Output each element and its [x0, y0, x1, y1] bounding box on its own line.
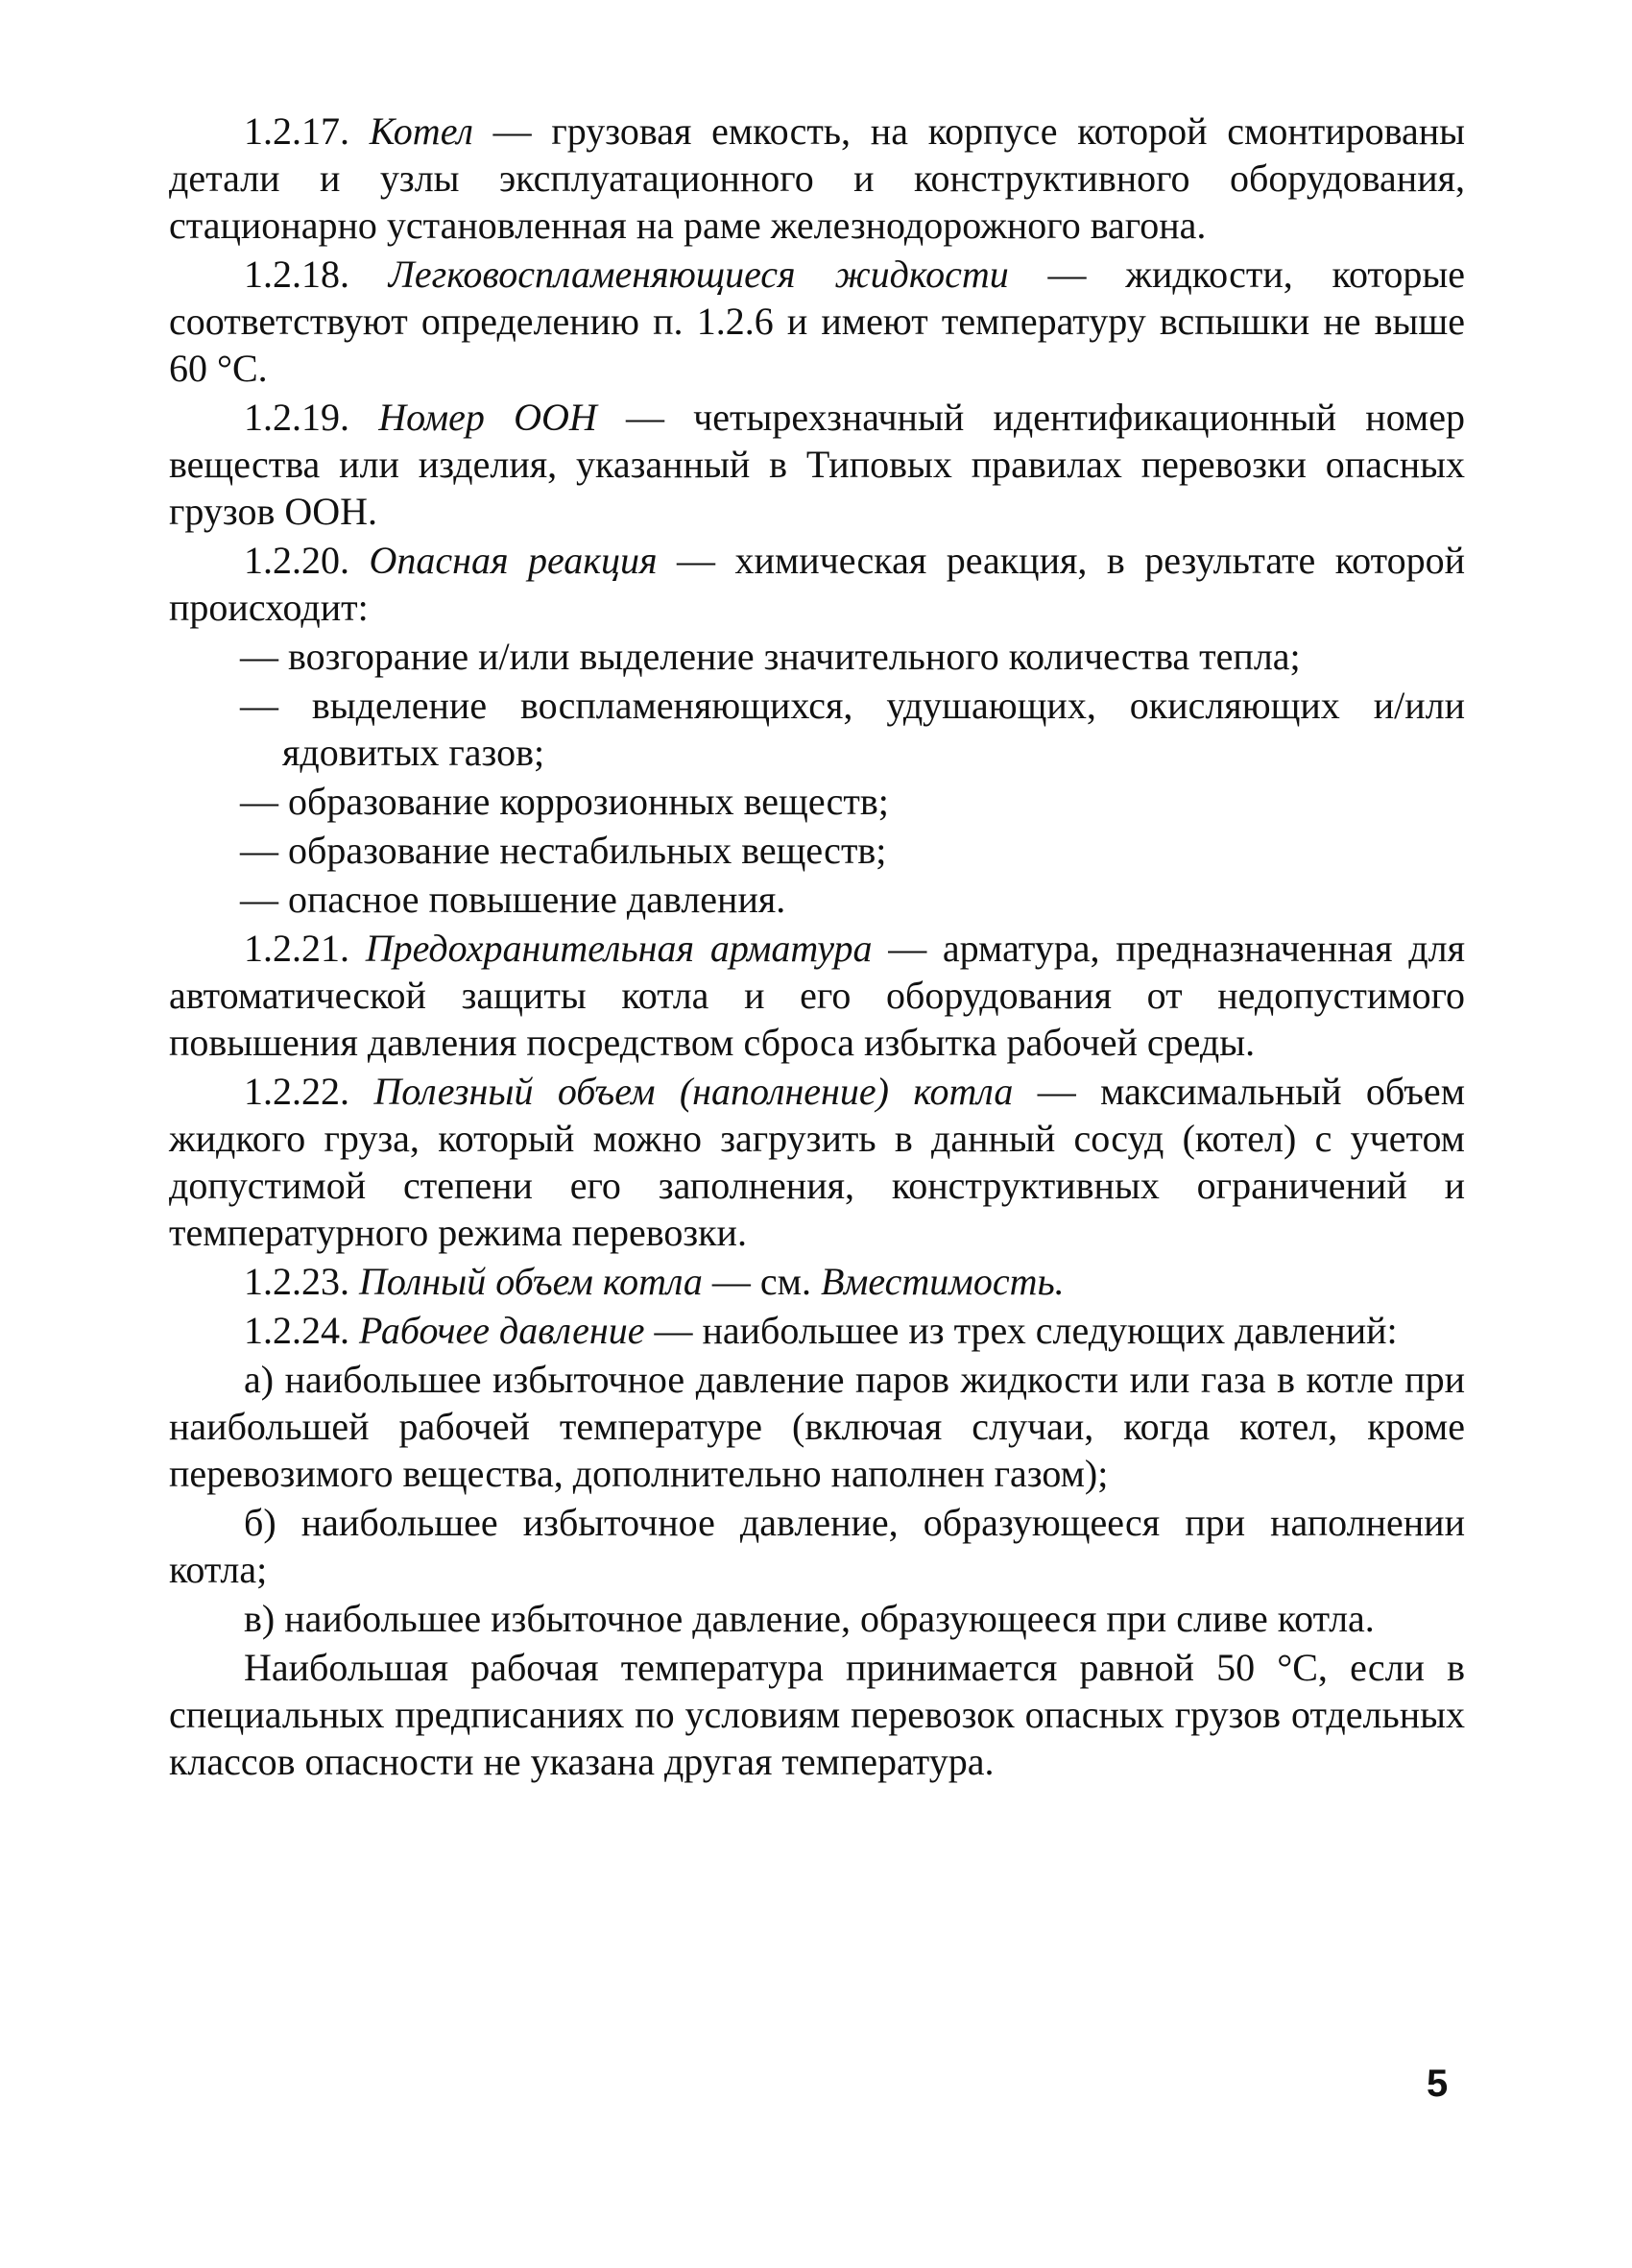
reaction-list-item: — опасное повышение давления. [240, 878, 786, 921]
main-text [169, 108, 1465, 1787]
reaction-list-item: — выделение воспламеняющихся, удушающих, окисляющих и/или ядовитых газов; [240, 684, 1465, 774]
defined-term: Полезный объем (наполнение) котла [373, 1070, 1014, 1113]
definition-text: — четырехзначный идентификационный номер вещества или изделия, указанный в Типовых правилах перевозки опасных грузов ООН. [169, 396, 1465, 533]
page-number: 5 [1427, 2063, 1449, 2105]
pressure-list-item-v: в) наибольшее избыточное давление, образующееся при сливе котла. [244, 1597, 1375, 1640]
definition-text: — см. [702, 1260, 821, 1303]
definition-1-2-19 [169, 394, 1465, 535]
definition-text: — грузовая емкость, на корпусе которой смонтированы детали и узлы эксплуатационного и конструктивного оборудования, стационарно установленная на раме железнодорожного вагона. [169, 109, 1466, 247]
reaction-list-item: — возгорание и/или выделение значительного количества тепла; [240, 635, 1301, 678]
clause-number: 1.2.20. [244, 539, 349, 582]
definition-1-2-17 [169, 108, 1465, 249]
defined-term: Полный объем котла [359, 1260, 703, 1303]
definition-text: — наибольшее из трех следующих давлений: [644, 1309, 1398, 1352]
clause-number: 1.2.17. [244, 109, 349, 153]
pressure-list-item-b: б) наибольшее избыточное давление, образующееся при наполнении котла; [169, 1501, 1465, 1591]
definition-1-2-21 [169, 925, 1465, 1066]
clause-number: 1.2.21. [244, 927, 349, 970]
clause-number: 1.2.23. [244, 1260, 349, 1303]
clause-number: 1.2.18. [244, 253, 349, 296]
cross-reference: Вместимость. [821, 1260, 1065, 1303]
definition-text: — жидкости, которые соответствуют определению п. 1.2.6 и имеют температуру вспышки не выше 60 °С. [169, 253, 1465, 390]
definition-text: — арматура, предназначенная для автоматической защиты котла и его оборудования от недопустимого повышения давления посредством сброса избытка рабочей среды. [169, 927, 1465, 1064]
definition-1-2-23 [169, 1258, 1465, 1305]
pressure-list-item-a: а) наибольшее избыточное давление паров жидкости или газа в котле при наибольшей рабочей температуре (включая случаи, когда котел, кроме перевозимого вещества, дополнительно наполнен газом); [169, 1358, 1465, 1495]
definition-1-2-20 [169, 537, 1465, 631]
reaction-list-item: — образование коррозионных веществ; [240, 780, 889, 823]
clause-number: 1.2.24. [244, 1309, 349, 1352]
reaction-list-item: — образование нестабильных веществ; [240, 829, 887, 872]
defined-term: Опасная реакция [369, 539, 658, 582]
defined-term: Предохранительная арматура [365, 927, 873, 970]
defined-term: Рабочее давление [359, 1309, 645, 1352]
definition-1-2-18 [169, 251, 1465, 392]
definition-text: — химическая реакция, в результате которой происходит: [169, 539, 1465, 629]
closing-paragraph: Наибольшая рабочая температура принимается равной 50 °С, если в специальных предписаниях по условиям перевозок опасных грузов отдельных классов опасности не указана другая температура. [169, 1646, 1465, 1783]
clause-number: 1.2.19. [244, 396, 349, 439]
definition-1-2-24 [169, 1307, 1465, 1354]
defined-term: Легковоспламеняющиеся жидкости [388, 253, 1009, 296]
defined-term: Котел [369, 109, 473, 153]
clause-number: 1.2.22. [244, 1070, 349, 1113]
defined-term: Номер ООН [378, 396, 597, 439]
definition-text: — максимальный объем жидкого груза, который можно загрузить в данный сосуд (котел) с учетом допустимой степени его заполнения, конструктивных ограничений и температурного режима перевозки. [169, 1070, 1466, 1254]
definition-1-2-22 [169, 1068, 1465, 1256]
